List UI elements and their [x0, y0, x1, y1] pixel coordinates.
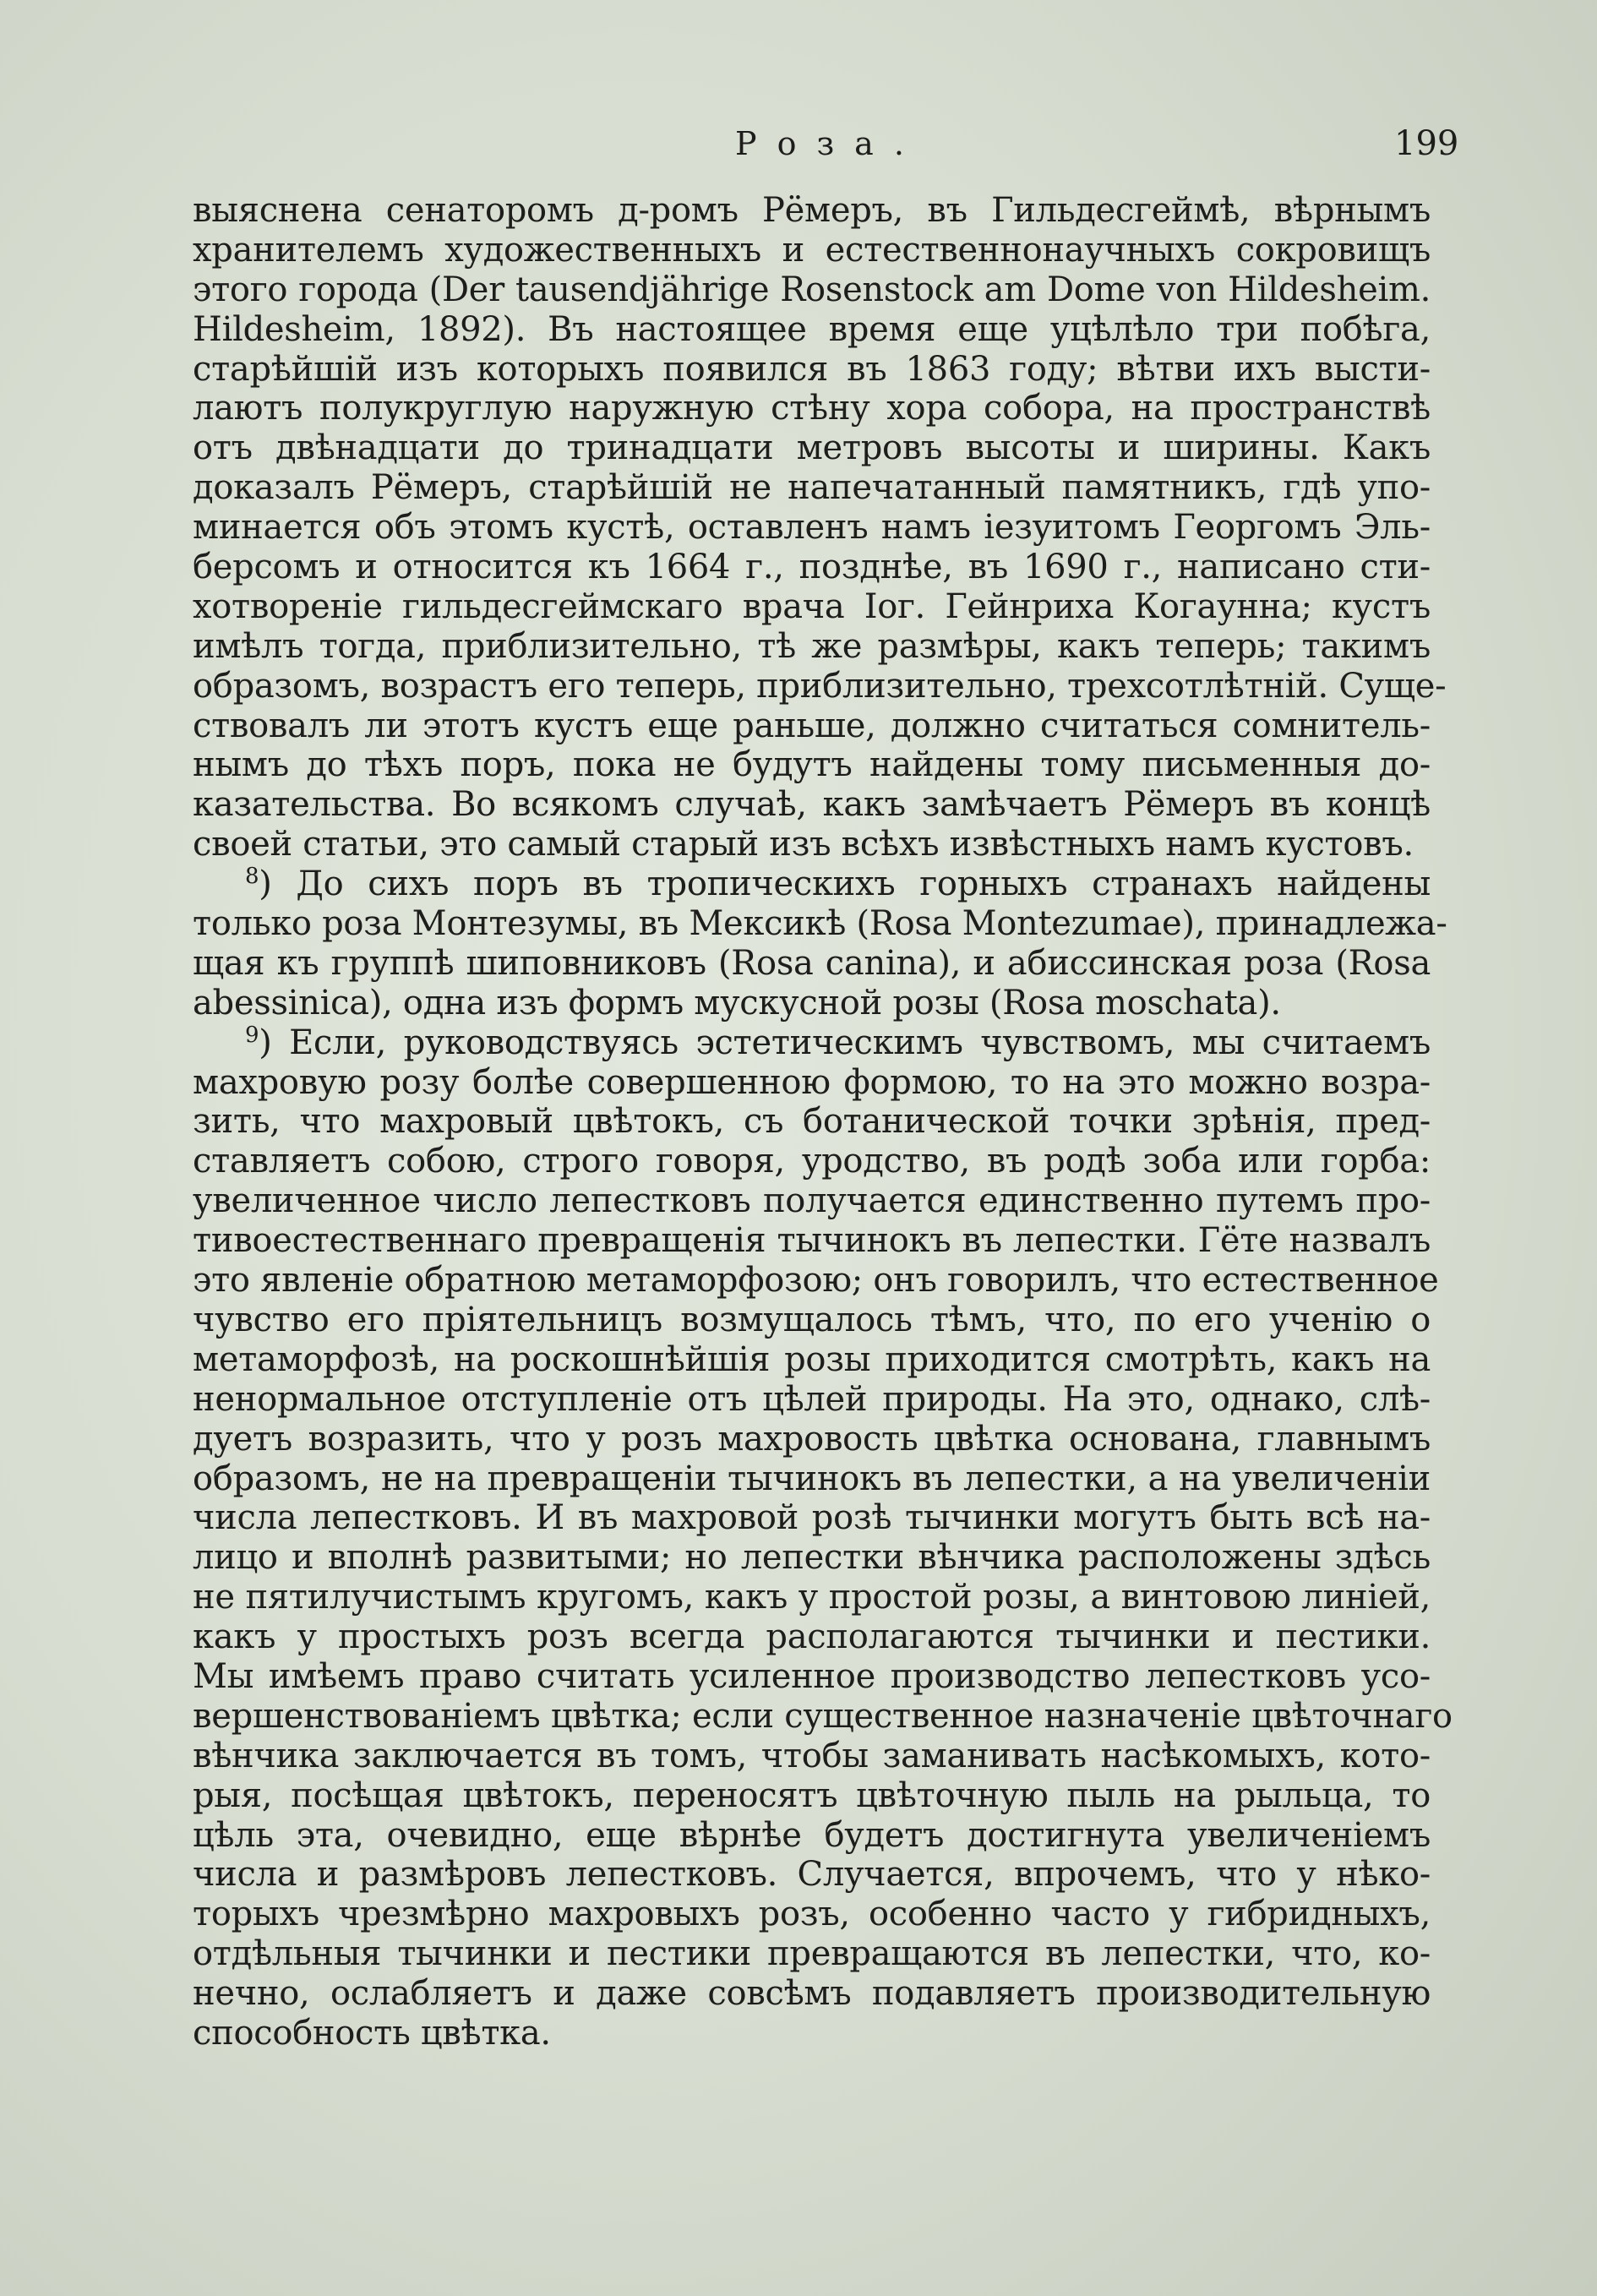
- text-line: имѣлъ тогда, приблизительно, тѣ же размѣры, какъ теперь; такимъ: [193, 626, 1431, 666]
- text-line: минается объ этомъ кустѣ, оставленъ намъ іезуитомъ Георгомъ Эль-: [193, 508, 1431, 548]
- text-line: лаютъ полукруглую наружную стѣну хора собора, на пространствѣ: [193, 389, 1431, 428]
- text-line: образомъ, не на превращеніи тычинокъ въ лепестки, а на увеличеніи: [193, 1459, 1431, 1498]
- text-line: своей статьи, это самый старый изъ всѣхъ извѣстныхъ намъ кустовъ.: [193, 825, 1414, 864]
- text-line: хранителемъ художественныхъ и естественнонаучныхъ сокровищъ: [193, 230, 1431, 270]
- text-line: отдѣльныя тычинки и пестики превращаются въ лепестки, что, ко-: [193, 1934, 1431, 1974]
- text-line: хотвореніе гильдесгеймскаго врача Іог. Гейнриха Когаунна; кустъ: [193, 586, 1431, 626]
- text-line: числа лепестковъ. И въ махровой розѣ тычинки могутъ быть всѣ на-: [193, 1498, 1431, 1538]
- text-line: рыя, посѣщая цвѣтокъ, переносятъ цвѣточную пыль на рыльца, то: [193, 1775, 1431, 1815]
- text-line: вершенствованіемъ цвѣтка; если существенное назначеніе цвѣточнаго: [193, 1696, 1453, 1736]
- text-line: щая къ группѣ шиповниковъ (Rosa canina), и абиссинская роза (Rosa: [193, 943, 1431, 983]
- text-line: не пятилучистымъ кругомъ, какъ у простой розы, а винтовою линіей,: [193, 1578, 1431, 1617]
- text-line: только роза Монтезумы, въ Мексикѣ (Rosa Montezumae), принадлежа-: [193, 904, 1447, 944]
- page-header: [0, 118, 1597, 169]
- footnote-marker: 8: [245, 864, 259, 890]
- footnote-marker: 9: [245, 1022, 259, 1048]
- text-line: [193, 1023, 1431, 1063]
- text-line: торыхъ чрезмѣрно махровыхъ розъ, особенно часто у гибридныхъ,: [193, 1895, 1431, 1934]
- text-line: Мы имѣемъ право считать усиленное производство лепестковъ усо-: [193, 1656, 1431, 1696]
- footnote-9: [193, 1022, 1453, 2053]
- text-line: казательства. Во всякомъ случаѣ, какъ замѣчаетъ Рёмеръ въ концѣ: [193, 785, 1431, 825]
- running-title: Роза.: [735, 125, 924, 162]
- text-line: числа и размѣровъ лепестковъ. Случается, впрочемъ, что у нѣко-: [193, 1855, 1431, 1895]
- text-line: зить, что махровый цвѣтокъ, съ ботанической точки зрѣнія, пред-: [193, 1102, 1431, 1142]
- text-line: способность цвѣтка.: [193, 2013, 551, 2053]
- text-line: [193, 864, 1431, 904]
- text-line: доказалъ Рёмеръ, старѣйшій не напечатанный памятникъ, гдѣ упо-: [193, 468, 1431, 508]
- text-line: дуетъ возразить, что у розъ махровость цвѣтка основана, главнымъ: [193, 1419, 1431, 1459]
- body-text: [193, 191, 1453, 2053]
- text-line: abessinica), одна изъ формъ мускусной розы (Rosa moschata).: [193, 983, 1281, 1023]
- footnote-8: [193, 864, 1447, 1023]
- text-line-content: ) Если, руководствуясь эстетическимъ чувствомъ, мы считаемъ: [259, 1023, 1431, 1062]
- text-line: Hildesheim, 1892). Въ настоящее время еще уцѣлѣло три побѣга,: [193, 309, 1431, 349]
- continued-paragraph: [193, 191, 1447, 864]
- text-line-content: ) До сихъ поръ въ тропическихъ горныхъ странахъ найдены: [259, 864, 1431, 904]
- text-line: чувство его пріятельницъ возмущалось тѣмъ, что, по его ученію о: [193, 1300, 1431, 1339]
- text-line: лицо и вполнѣ развитыми; но лепестки вѣнчика расположены здѣсь: [193, 1538, 1431, 1578]
- text-line: нымъ до тѣхъ поръ, пока не будутъ найдены тому письменныя до-: [193, 745, 1431, 785]
- text-line: какъ у простыхъ розъ всегда располагаются тычинки и пестики.: [193, 1617, 1431, 1657]
- text-line: метаморфозѣ, на роскошнѣйшія розы приходится смотрѣть, какъ на: [193, 1339, 1431, 1379]
- text-line: нечно, ослабляетъ и даже совсѣмъ подавляетъ производительную: [193, 1974, 1431, 2014]
- text-line: этого города (Der tausendjährige Rosenstock am Dome von Hildesheim.: [193, 270, 1431, 309]
- text-line: увеличенное число лепестковъ получается единственно путемъ про-: [193, 1181, 1431, 1221]
- text-line: ставляетъ собою, строго говоря, уродство, въ родѣ зоба или горба:: [193, 1142, 1431, 1181]
- text-line: тивоестественнаго превращенія тычинокъ въ лепестки. Гёте назвалъ: [193, 1221, 1431, 1261]
- text-line: ненормальное отступленіе отъ цѣлей природы. На это, однако, слѣ-: [193, 1379, 1431, 1419]
- text-line: ствовалъ ли этотъ кустъ еще раньше, должно считаться сомнитель-: [193, 706, 1431, 745]
- text-line: образомъ, возрастъ его теперь, приблизительно, трехсотлѣтній. Суще-: [193, 666, 1447, 706]
- text-line: берсомъ и относится къ 1664 г., позднѣе, въ 1690 г., написано сти-: [193, 548, 1431, 587]
- text-line: старѣйшій изъ которыхъ появился въ 1863 году; вѣтви ихъ высти-: [193, 349, 1431, 389]
- text-line: выяснена сенаторомъ д-ромъ Рёмеръ, въ Гильдесгеймѣ, вѣрнымъ: [193, 191, 1431, 230]
- text-line: махровую розу болѣе совершенною формою, то на это можно возра-: [193, 1062, 1431, 1102]
- text-line: вѣнчика заключается въ томъ, чтобы заманивать насѣкомыхъ, кото-: [193, 1736, 1431, 1775]
- text-line: отъ двѣнадцати до тринадцати метровъ высоты и ширины. Какъ: [193, 428, 1431, 468]
- text-line: цѣль эта, очевидно, еще вѣрнѣе будетъ достигнута увеличеніемъ: [193, 1815, 1431, 1855]
- text-line: это явленіе обратною метаморфозою; онъ говорилъ, что естественное: [193, 1261, 1439, 1301]
- page-number: 199: [1394, 124, 1459, 163]
